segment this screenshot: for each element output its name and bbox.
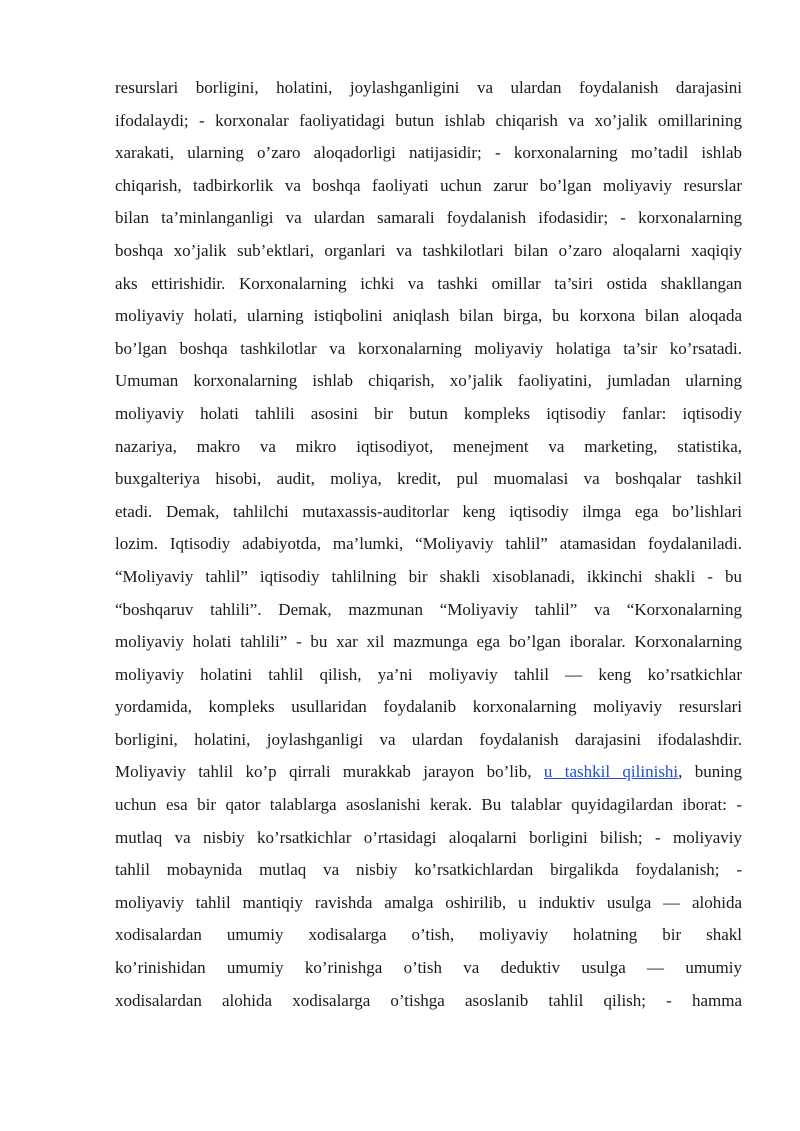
- text-line: Umuman korxonalarning ishlab chiqarish, xo’jalik faoliyatini, jumladan ularning: [115, 371, 742, 391]
- text-line: xarakati, ularning o’zaro aloqadorligi natijasidir; - korxonalarning mo’tadil ishlab: [115, 143, 742, 163]
- text-line: resurslari borligini, holatini, joylashganligini va ulardan foydalanish darajasini: [115, 78, 742, 97]
- text-line-with-link: [115, 756, 742, 789]
- text-line: chiqarish, tadbirkorlik va boshqa faoliyati uchun zarur bo’lgan moliyaviy resurslar: [115, 175, 742, 195]
- link-line-after: , buning: [678, 762, 742, 782]
- link-line-before: Moliyaviy tahlil ko’p qirrali murakkab jarayon bo’lib,: [115, 762, 544, 782]
- text-line: xodisalardan alohida xodisalarga o’tishga asoslanib tahlil qilish; - hamma: [115, 990, 742, 1010]
- text-line: xodisalardan umumiy xodisalarga o’tish, moliyaviy holatning bir shakl: [115, 925, 742, 945]
- text-line: mutlaq va nisbiy ko’rsatkichlar o’rtasidagi aloqalarni borligini bilish; - moliyaviy: [115, 827, 742, 847]
- text-line: uchun esa bir qator talablarga asoslanishi kerak. Bu talablar quyidagilardan iborat: -: [115, 795, 742, 815]
- text-line: moliyaviy holati tahlili” - bu xar xil mazmunga ega bo’lgan iboralar. Korxonalarning: [115, 632, 742, 652]
- text-line: etadi. Demak, tahlilchi mutaxassis-auditorlar keng iqtisodiy ilmga ega bo’lishlari: [115, 501, 742, 521]
- document-page: [115, 72, 742, 1017]
- text-line: “boshqaruv tahlili”. Demak, mazmunan “Moliyaviy tahlil” va “Korxonalarning: [115, 599, 742, 619]
- text-line: bo’lgan boshqa tashkilotlar va korxonalarning moliyaviy holatiga ta’sir ko’rsatadi.: [115, 338, 742, 358]
- text-line: lozim. Iqtisodiy adabiyotda, ma’lumki, “Moliyaviy tahlil” atamasidan foydalaniladi.: [115, 534, 742, 554]
- text-line: buxgalteriya hisobi, audit, moliya, kredit, pul muomalasi va boshqalar tashkil: [115, 469, 742, 489]
- text-line: tahlil mobaynida mutlaq va nisbiy ko’rsatkichlardan birgalikda foydalanish; -: [115, 860, 742, 880]
- text-line: aks ettirishidir. Korxonalarning ichki va tashki omillar ta’siri ostida shakllangan: [115, 273, 742, 293]
- text-line: moliyaviy holati, ularning istiqbolini aniqlash bilan birga, bu korxona bilan aloqada: [115, 306, 742, 326]
- text-line: yordamida, kompleks usullaridan foydalanib korxonalarning moliyaviy resurslari: [115, 697, 742, 717]
- document-link[interactable]: u tashkil qilinishi: [543, 762, 679, 782]
- text-line: boshqa xo’jalik sub’ektlari, organlari va tashkilotlari bilan o’zaro aloqalarni xaqiqiy: [115, 240, 742, 260]
- text-line: borligini, holatini, joylashganligi va ulardan foydalanish darajasini ifodalashdir.: [115, 729, 742, 749]
- text-line: nazariya, makro va mikro iqtisodiyot, menejment va marketing, statistika,: [115, 436, 742, 456]
- text-line: moliyaviy holati tahlili asosini bir butun kompleks iqtisodiy fanlar: iqtisodiy: [115, 403, 742, 423]
- text-line: bilan ta’minlanganligi va ulardan samarali foydalanish ifodasidir; - korxonalarning: [115, 208, 742, 228]
- text-line: ko’rinishidan umumiy ko’rinishga o’tish va deduktiv usulga — umumiy: [115, 958, 742, 978]
- text-line: moliyaviy holatini tahlil qilish, ya’ni moliyaviy tahlil — keng ko’rsatkichlar: [115, 664, 742, 684]
- text-line: “Moliyaviy tahlil” iqtisodiy tahlilning bir shakli xisoblanadi, ikkinchi shakli - bu: [115, 566, 742, 586]
- text-line: moliyaviy tahlil mantiqiy ravishda amalga oshirilib, u induktiv usulga — alohida: [115, 892, 742, 912]
- text-line: ifodalaydi; - korxonalar faoliyatidagi butun ishlab chiqarish va xo’jalik omillarining: [115, 110, 742, 130]
